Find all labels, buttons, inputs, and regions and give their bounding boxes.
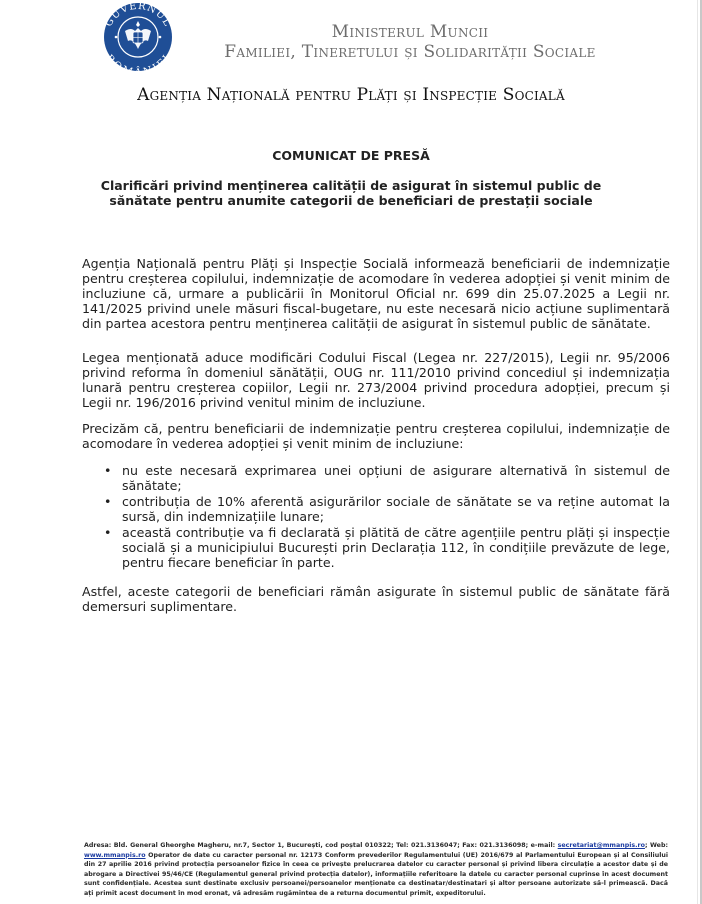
footer-email-link[interactable]: secretariat@mmanpis.ro <box>557 842 645 849</box>
footer-website-link[interactable]: www.mmanpis.ro <box>84 851 146 859</box>
bullet-text: această contribuție va fi declarată și plătită de către agențiile pentru plăți și inspecție socială și a municipiului București prin Declarația 112, în condițiile prevăzute de lege, pentru fiecare beneficiar în parte. <box>122 525 670 570</box>
government-seal-icon <box>98 1 178 71</box>
bullet-text: nu este necesară exprimarea unei opțiuni de asigurare alternativă în sistemul de sănătate; <box>122 463 670 493</box>
bullet-item <box>82 463 670 493</box>
bullet-icon: • <box>104 463 112 478</box>
document-title: Clarificări privind menținerea calității de asigurat în sistemul public de sănătate pentru anumite categorii de beneficiari de prestații sociale <box>100 178 602 208</box>
bullet-icon: • <box>104 494 112 509</box>
bullet-item <box>82 525 670 570</box>
government-seal-svg <box>98 1 178 71</box>
paragraph-closing: Astfel, aceste categorii de beneficiari rămân asigurate în sistemul public de sănătate fără demersuri suplimentare. <box>82 584 670 614</box>
footer-web-label: ; Web: <box>644 842 668 849</box>
footer-privacy-notice: Operator de date cu caracter personal nr. 12173 Conform prevederilor Regulamentului (UE) 2016/679 al Parlamentului European și al Consiliului din 27 aprilie 2016 privind protecția persoanelor fizice în ceea ce privește prelucrarea datelor cu caracter personal și privind libera circulație a acestor date și de abrogare a Directivei 95/46/CE (Regulamentul general privind protecția datelor), informațiile referitoare la datele cu caracter personal cuprinse în acest document sunt confidențiale. Acestea sunt destinate exclusiv persoanei/persoanelor menționate ca destinatar/destinatari și altor persoane autorizate să-l primească. Dacă ați primit acest document în mod eronat, vă adresăm rugămintea de a returna documentul primit, expeditorului. <box>84 851 668 897</box>
ministry-name-line1: Ministerul Muncii <box>331 22 489 42</box>
seal-text-bottom: RO IEI <box>103 52 173 71</box>
ministry-name-line2: Familiei, Tineretului și Solidarității Sociale <box>224 42 596 62</box>
page-edge-shadow <box>697 0 698 904</box>
agency-name: Agenția Națională pentru Plăți și Inspecție Socială <box>137 85 565 105</box>
document-type-heading: COMUNICAT DE PRESĂ <box>272 148 430 163</box>
footer-contact-notice <box>84 841 668 899</box>
bullet-text: contribuția de 10% aferentă asigurărilor sociale de sănătate se va reține automat la sursă, din indemnizațiile lunare; <box>122 494 670 524</box>
paragraph-intro: Agenția Națională pentru Plăți și Inspecție Socială informează beneficiarii de indemnizație pentru creșterea copilului, indemnizație de acomodare în vederea adopției și venit minim de incluziune că, urmare a publicării în Monitorul Oficial nr. 699 din 25.07.2025 a Legii nr. 141/2025 privind unele măsuri fiscal-bugetare, nu este necesară nicio acțiune suplimentară din partea acestora pentru menținerea calității de asigurat în sistemul public de sănătate. <box>82 256 670 331</box>
bullet-list <box>82 463 670 571</box>
bullet-item <box>82 494 670 524</box>
footer-address: Adresa: Bld. General Gheorghe Magheru, nr.7, Sector 1, București, cod poștal 010322; Tel: 021.3136047; Fax: 021.3136098; e-mail: <box>84 842 558 849</box>
paragraph-law-changes: Legea menționată aduce modificări Codului Fiscal (Legea nr. 227/2015), Legii nr. 95/2006 privind reforma în domeniul sănătății, OUG nr. 111/2010 privind concediul și indemnizația lunară pentru creșterea copiilor, Legii nr. 273/2004 privind procedura adopției, precum și Legii nr. 196/2016 privind venitul minim de incluziune. <box>82 350 670 410</box>
bullet-icon: • <box>104 525 112 540</box>
ministry-name <box>200 22 620 62</box>
seal-text-top: GUVERNUL <box>103 1 173 29</box>
paragraph-clarification: Precizăm că, pentru beneficiarii de indemnizație pentru creșterea copilului, indemnizație de acomodare în vederea adopției și venit minim de incluziune: <box>82 421 670 451</box>
